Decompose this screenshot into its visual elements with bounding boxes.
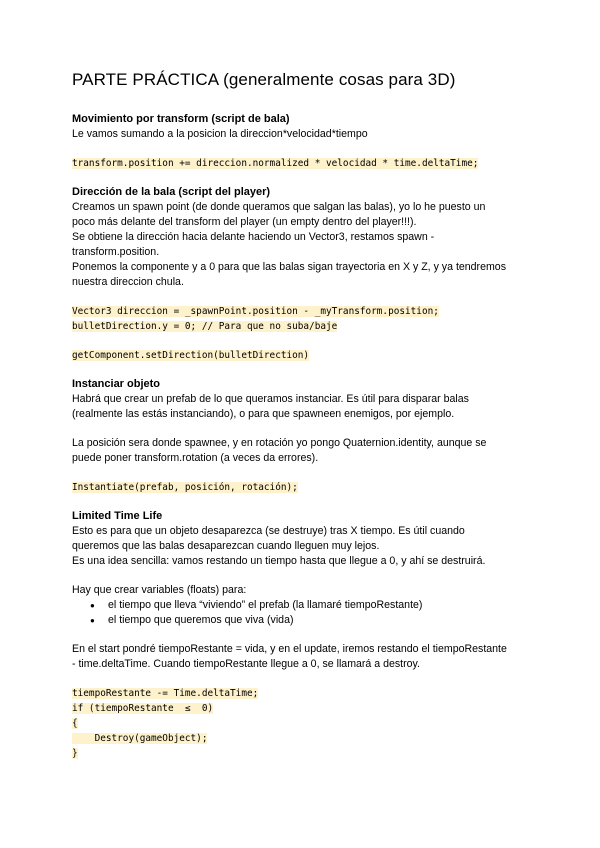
code-line <box>72 480 532 495</box>
code-line <box>72 304 532 319</box>
code-line <box>72 319 532 334</box>
paragraph-line: poco más delante del transform del player (un empty dentro del player!!!). <box>72 216 417 228</box>
code-highlight: getComponent.setDirection(bulletDirection) <box>72 350 310 361</box>
code-line <box>72 716 532 731</box>
paragraph-line: Esto es para que un objeto desaparezca (se destruye) tras X tiempo. Es útil cuando <box>72 525 465 537</box>
paragraph: Le vamos sumando a la posicion la direccion*velocidad*tiempo <box>72 128 368 140</box>
section-limited-time-life <box>72 509 532 761</box>
section-direccion <box>72 185 532 363</box>
code-highlight: if (tiempoRestante ≤ 0) <box>72 703 214 714</box>
paragraph-line: nuestra direccion chula. <box>72 276 184 288</box>
section-movimiento <box>72 112 532 171</box>
paragraph-line: queremos que las balas desaparezcan cuando lleguen muy lejos. <box>72 540 380 552</box>
paragraph-line: En el start pondré tiempoRestante = vida, y en el update, iremos restando el tiempoRestante <box>72 643 507 655</box>
section-heading: Movimiento por transform (script de bala) <box>72 113 290 125</box>
code-highlight: } <box>72 748 78 759</box>
code-highlight: transform.position += direccion.normalized * velocidad * time.deltaTime; <box>72 158 479 169</box>
section-heading: Dirección de la bala (script del player) <box>72 186 271 198</box>
paragraph-line: Habrá que crear un prefab de lo que queramos instanciar. Es útil para disparar balas <box>72 393 469 405</box>
page-title: PARTE PRÁCTICA (generalmente cosas para 3D) <box>72 70 456 89</box>
paragraph-line: Ponemos la componente y a 0 para que las balas sigan trayectoria en X y Z, y ya tendremos <box>72 261 506 273</box>
section-instanciar <box>72 377 532 495</box>
code-highlight: Destroy(gameObject); <box>72 733 208 744</box>
section-heading: Instanciar objeto <box>72 378 161 390</box>
paragraph-line: Creamos un spawn point (de donde queramos que salgan las balas), yo lo he puesto un <box>72 201 486 213</box>
list-item: ● el tiempo que lleva “viviendo” el prefab (la llamaré tiempoRestante) <box>98 598 532 613</box>
paragraph-line: transform.position. <box>72 246 160 258</box>
code-highlight: Instantiate(prefab, posición, rotación); <box>72 482 298 493</box>
code-line <box>72 348 532 363</box>
code-highlight: tiempoRestante -= Time.deltaTime; <box>72 688 259 699</box>
code-line <box>72 731 532 746</box>
document-page <box>72 68 532 761</box>
paragraph-line: - time.deltaTime. Cuando tiempoRestante llegue a 0, se llamará a destroy. <box>72 658 420 670</box>
paragraph-line: Es una idea sencilla: vamos restando un tiempo hasta que llegue a 0, y ahí se destruirá. <box>72 555 486 567</box>
code-line <box>72 746 532 761</box>
code-highlight: Vector3 direccion = _spawnPoint.position - _myTransform.position; <box>72 306 439 317</box>
code-line <box>72 701 532 716</box>
code-highlight: { <box>72 718 78 729</box>
paragraph-line: (realmente las estás instanciando), o para que spawneen enemigos, por ejemplo. <box>72 408 455 420</box>
paragraph-line: La posición sera donde spawnee, y en rotación yo pongo Quaternion.identity, aunque se <box>72 437 487 449</box>
code-highlight: bulletDirection.y = 0; // Para que no suba/baje <box>72 321 338 332</box>
paragraph: Hay que crear variables (floats) para: <box>72 584 247 596</box>
section-heading: Limited Time Life <box>72 510 163 522</box>
code-line <box>72 156 532 171</box>
paragraph-line: Se obtiene la dirección hacia delante haciendo un Vector3, restamos spawn - <box>72 231 435 243</box>
code-line <box>72 686 532 701</box>
paragraph-line: puede poner transform.rotation (a veces da errores). <box>72 452 319 464</box>
bullet-list <box>72 598 532 628</box>
list-item: ● el tiempo que queremos que viva (vida) <box>98 613 532 628</box>
